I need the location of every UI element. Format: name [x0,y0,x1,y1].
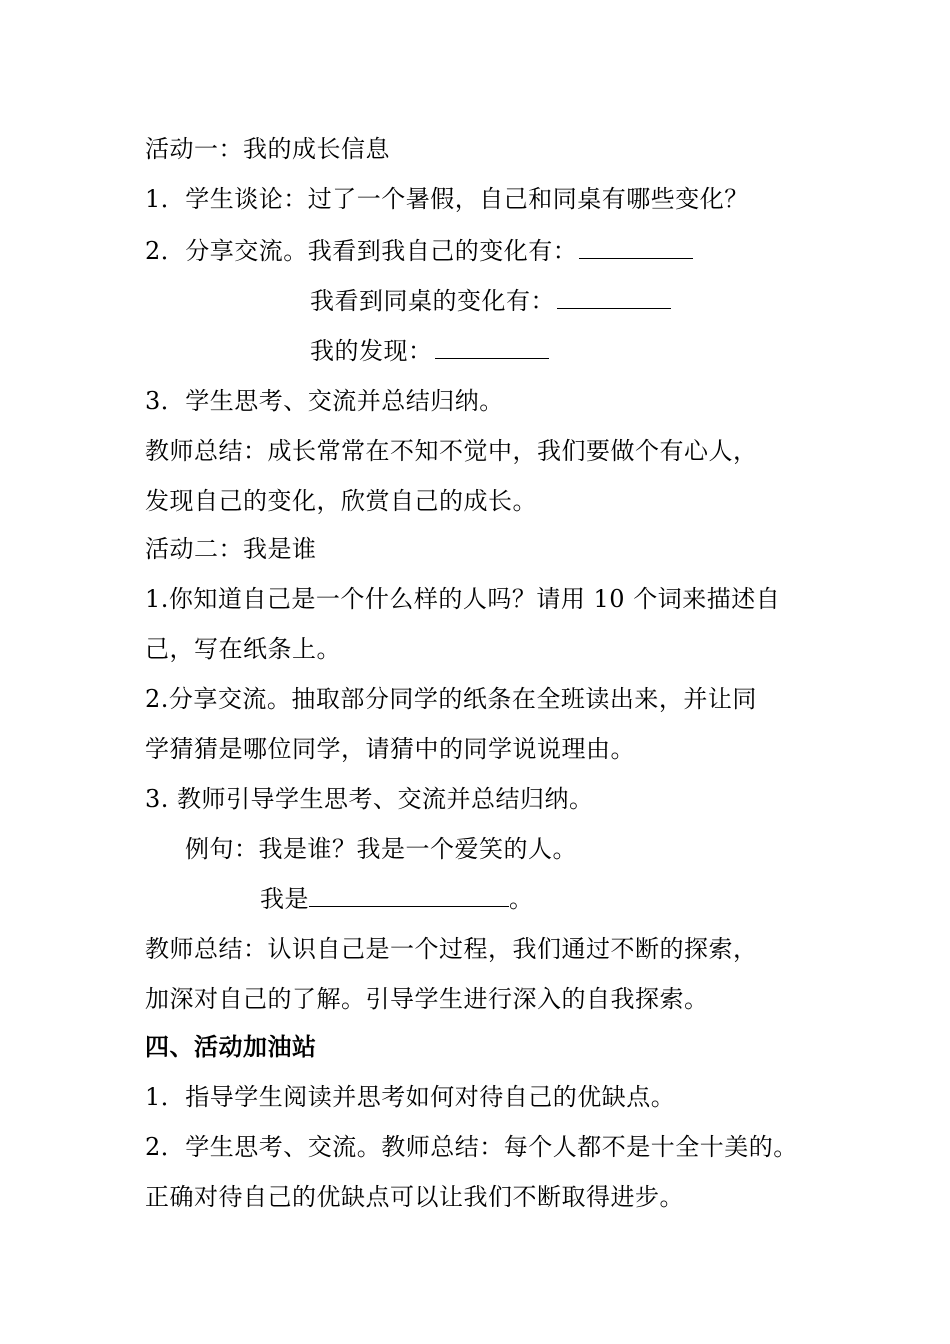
activity1-summary-line1: 教师总结：成长常常在不知不觉中，我们要做个有心人， [145,437,758,465]
activity1-summary-line2: 发现自己的变化，欣赏自己的成长。 [145,487,537,515]
activity2-summary-line2: 加深对自己的了解。引导学生进行深入的自我探索。 [145,985,709,1013]
activity1-item3: 3．学生思考、交流并总结归纳。 [145,387,504,415]
section4-item2-line2: 正确对待自己的优缺点可以让我们不断取得进步。 [145,1183,684,1211]
fill-blank-line [309,884,509,907]
activity1-item2-line3-text: 我的发现： [310,337,433,365]
section4-item1: 1．指导学生阅读并思考如何对待自己的优缺点。 [145,1083,676,1111]
activity2-heading: 活动二：我是谁 [145,535,317,563]
fill-prefix: 我是 [260,885,309,913]
activity2-example: 例句：我是谁？我是一个爱笑的人。 [185,835,577,863]
section4-item2-line1: 2．学生思考、交流。教师总结：每个人都不是十全十美的。 [145,1133,798,1161]
activity1-item1: 1．学生谈论：过了一个暑假，自己和同桌有哪些变化？ [145,185,749,213]
activity1-heading: 活动一：我的成长信息 [145,135,390,163]
activity1-item2-line2-text: 我看到同桌的变化有： [310,287,555,315]
activity1-item2-text: 2．分享交流。我看到我自己的变化有： [145,237,578,265]
fill-blank-line [435,336,549,359]
activity2-fill-sentence [260,884,534,914]
activity2-item1-line2: 己，写在纸条上。 [145,635,341,663]
fill-blank-line [557,286,671,309]
activity1-item2-line3 [310,336,549,366]
activity2-item3: 3. 教师引导学生思考、交流并总结归纳。 [145,785,594,813]
activity2-item1-line1: 1.你知道自己是一个什么样的人吗？请用 10 个词来描述自 [145,585,781,613]
section4-heading: 四、活动加油站 [145,1032,317,1061]
activity1-item2 [145,236,693,266]
activity2-summary-line1: 教师总结：认识自己是一个过程，我们通过不断的探索， [145,935,758,963]
activity2-item2-line2: 学猜猜是哪位同学，请猜中的同学说说理由。 [145,735,635,763]
activity2-item2-line1: 2.分享交流。抽取部分同学的纸条在全班读出来，并让同 [145,685,757,713]
fill-blank-line [579,236,693,259]
fill-suffix: 。 [509,885,534,913]
activity1-item2-line2 [310,286,671,316]
